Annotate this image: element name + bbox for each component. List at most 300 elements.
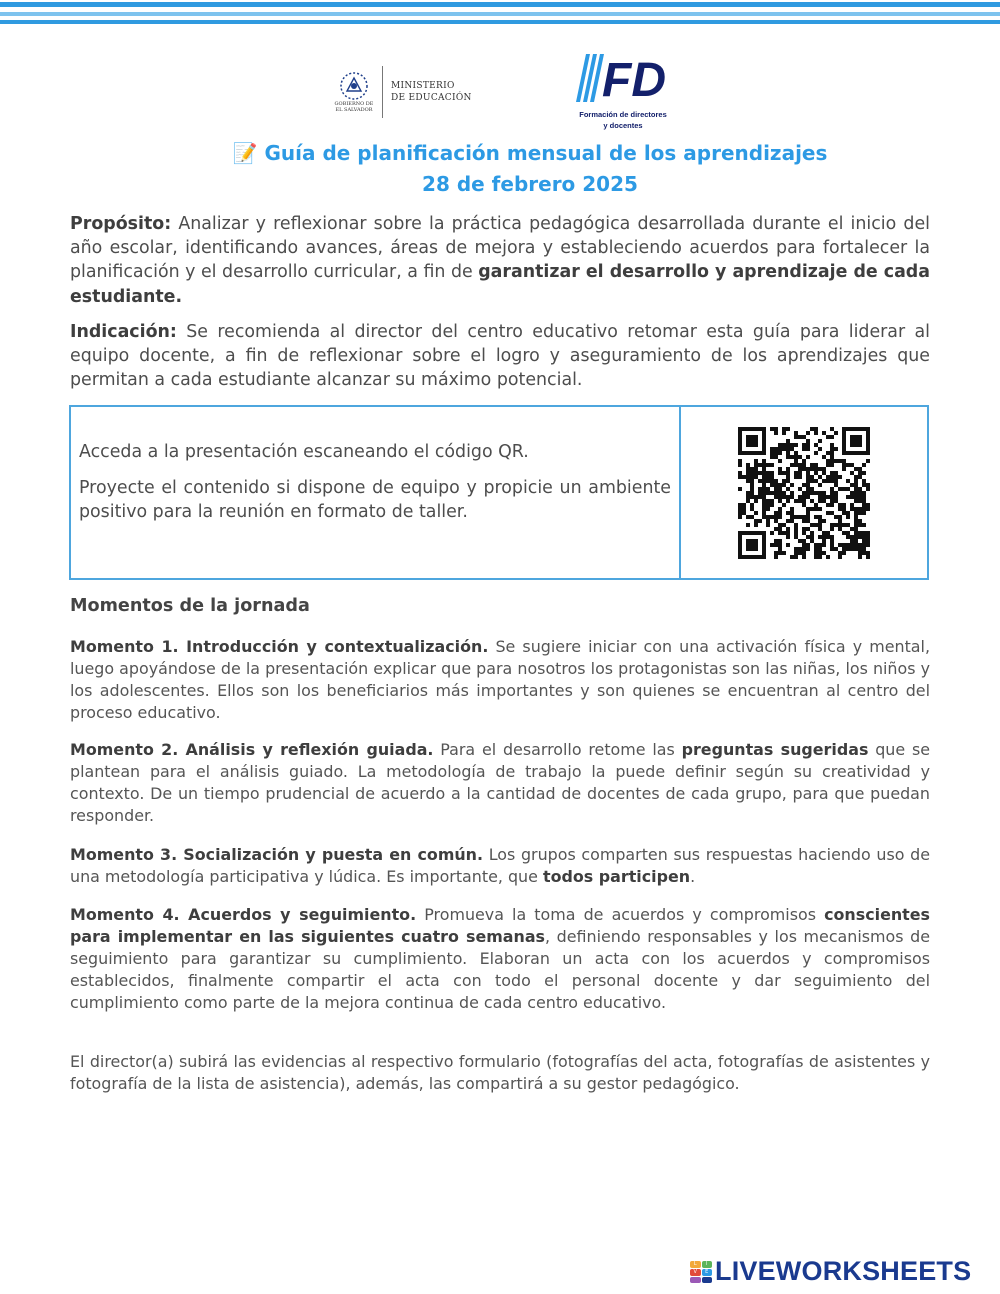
qr-module (822, 455, 826, 459)
qr-module (798, 551, 802, 555)
qr-module (802, 499, 806, 503)
qr-module (782, 427, 786, 431)
qr-module (806, 515, 810, 519)
qr-module (782, 531, 786, 535)
qr-module (834, 431, 838, 435)
qr-module (778, 471, 782, 475)
qr-module (774, 483, 778, 487)
qr-module (770, 475, 774, 479)
qr-module (842, 523, 846, 527)
qr-module (746, 491, 750, 495)
qr-module (790, 555, 794, 559)
qr-module (862, 507, 866, 511)
qr-module (786, 447, 790, 451)
qr-module (854, 507, 858, 511)
moment-2-bold: preguntas sugeridas (681, 740, 869, 759)
qr-module (818, 515, 822, 519)
qr-module (782, 443, 786, 447)
qr-module (858, 471, 862, 475)
moment-1 (70, 636, 930, 724)
qr-module (766, 515, 770, 519)
qr-module (758, 463, 762, 467)
qr-module (846, 515, 850, 519)
qr-module (806, 519, 810, 523)
qr-module (830, 495, 834, 499)
fd-logo (568, 52, 678, 130)
moment-2-text: que se plantean para el análisis guiado. La metodología de trabajo la puede definir según su creatividad y contexto. De un tiempo prudencial de acuerdo a la cantidad de docentes de cada grupo, para que puedan responder. (70, 740, 931, 825)
qr-module (858, 487, 862, 491)
qr-module (806, 543, 810, 547)
seal-label: EL SALVADOR (335, 107, 373, 113)
qr-module (766, 479, 770, 483)
qr-module (786, 439, 790, 443)
qr-module (854, 515, 858, 519)
qr-code[interactable] (738, 427, 870, 559)
qr-module (862, 471, 866, 475)
qr-module (850, 543, 854, 547)
qr-module (850, 495, 854, 499)
qr-module (842, 503, 846, 507)
qr-instructions (71, 407, 681, 578)
qr-module (770, 483, 774, 487)
qr-module (846, 463, 850, 467)
qr-module (806, 535, 810, 539)
qr-module (786, 531, 790, 535)
qr-module (758, 487, 762, 491)
divider (382, 66, 383, 118)
qr-module (798, 467, 802, 471)
qr-module (814, 431, 818, 435)
qr-module (854, 499, 858, 503)
qr-module (758, 519, 762, 523)
qr-module (774, 451, 778, 455)
qr-module (738, 503, 742, 507)
qr-module (790, 455, 794, 459)
qr-module (766, 471, 770, 475)
qr-module (842, 467, 846, 471)
qr-module (858, 495, 862, 499)
qr-module (790, 507, 794, 511)
qr-module (818, 439, 822, 443)
qr-module (830, 487, 834, 491)
qr-module (790, 519, 794, 523)
qr-module (786, 519, 790, 523)
qr-module (802, 539, 806, 543)
qr-module (790, 515, 794, 519)
qr-module (806, 547, 810, 551)
qr-module (818, 447, 822, 451)
qr-module (738, 475, 742, 479)
qr-module (794, 547, 798, 551)
purpose-bold: garantizar el desarrollo y aprendizaje de cada estudiante. (70, 262, 930, 307)
qr-module (778, 531, 782, 535)
qr-module (834, 499, 838, 503)
qr-module (786, 443, 790, 447)
qr-module (862, 491, 866, 495)
moment-3-text: . (690, 867, 696, 886)
qr-module (814, 471, 818, 475)
qr-module (854, 539, 858, 543)
qr-module (746, 435, 758, 447)
qr-module (846, 479, 850, 483)
qr-module (814, 491, 818, 495)
section-heading: Momentos de la jornada (70, 596, 310, 616)
qr-module (810, 507, 814, 511)
qr-module (806, 467, 810, 471)
qr-module (822, 471, 826, 475)
qr-module (806, 527, 810, 531)
qr-module (822, 479, 826, 483)
qr-module (786, 479, 790, 483)
qr-module (862, 511, 866, 515)
qr-module (762, 507, 766, 511)
qr-module (778, 487, 782, 491)
qr-module (818, 507, 822, 511)
qr-module (822, 543, 826, 547)
qr-module (834, 515, 838, 519)
moment-2-label: Momento 2. Análisis y reflexión guiada. (70, 740, 434, 759)
qr-module (826, 475, 830, 479)
qr-module (858, 519, 862, 523)
qr-module (794, 523, 798, 527)
qr-module (786, 471, 790, 475)
memo-icon: 📝 (232, 141, 258, 165)
moment-4 (70, 904, 930, 1014)
qr-module (750, 479, 754, 483)
qr-module (822, 499, 826, 503)
qr-module (774, 427, 778, 431)
qr-module (770, 499, 774, 503)
qr-module (830, 451, 834, 455)
lw-tile: V (690, 1269, 701, 1276)
qr-module (834, 459, 838, 463)
qr-module (746, 499, 750, 503)
qr-module (850, 491, 854, 495)
qr-module (858, 531, 862, 535)
qr-module (782, 471, 786, 475)
qr-module (746, 467, 750, 471)
qr-module (862, 483, 866, 487)
qr-module (802, 519, 806, 523)
qr-module (798, 499, 802, 503)
qr-module (774, 511, 778, 515)
qr-module (866, 539, 870, 543)
qr-module (794, 555, 798, 559)
qr-module (778, 527, 782, 531)
qr-module (810, 467, 814, 471)
qr-module (858, 551, 862, 555)
qr-module (770, 447, 774, 451)
qr-module (750, 467, 754, 471)
qr-module (846, 547, 850, 551)
ministry-logo (330, 66, 472, 118)
qr-module (738, 471, 742, 475)
qr-module (778, 467, 782, 471)
qr-module (806, 443, 810, 447)
qr-module (814, 555, 818, 559)
qr-module (830, 547, 834, 551)
title-date: 28 de febrero 2025 (422, 172, 638, 196)
qr-module (862, 499, 866, 503)
qr-module (862, 531, 866, 535)
lw-tile (702, 1277, 713, 1283)
qr-module (802, 543, 806, 547)
qr-module (814, 467, 818, 471)
qr-module (762, 515, 766, 519)
indication-paragraph (70, 320, 930, 393)
qr-module (822, 551, 826, 555)
qr-module (794, 455, 798, 459)
qr-module (746, 475, 750, 479)
qr-module (742, 503, 746, 507)
qr-module (802, 503, 806, 507)
qr-module (762, 475, 766, 479)
qr-module (818, 499, 822, 503)
qr-module (826, 511, 830, 515)
qr-module (854, 523, 858, 527)
qr-module (818, 547, 822, 551)
qr-module (770, 543, 774, 547)
qr-module (774, 551, 778, 555)
qr-module (754, 471, 758, 475)
qr-module (826, 531, 830, 535)
qr-module (778, 459, 782, 463)
qr-module (818, 543, 822, 547)
qr-module (814, 551, 818, 555)
liveworksheets-wordmark: LIVEWORKSHEETS (715, 1256, 972, 1286)
qr-module (750, 475, 754, 479)
qr-module (802, 495, 806, 499)
qr-module (754, 467, 758, 471)
qr-module (754, 519, 758, 523)
qr-module (794, 531, 798, 535)
qr-module (866, 531, 870, 535)
qr-module (762, 503, 766, 507)
qr-module (826, 463, 830, 467)
qr-module (858, 511, 862, 515)
qr-module (838, 551, 842, 555)
qr-module (810, 463, 814, 467)
qr-module (766, 523, 770, 527)
qr-module (854, 487, 858, 491)
qr-module (842, 531, 846, 535)
qr-module (794, 451, 798, 455)
qr-module (834, 547, 838, 551)
qr-module (750, 507, 754, 511)
qr-module (806, 447, 810, 451)
qr-module (774, 555, 778, 559)
moment-3-text: Los grupos comparten sus respuestas haciendo uso de una metodología participativa y lúdica. Es importante, que (70, 845, 930, 886)
seal-label: GOBIERNO DE (334, 101, 374, 107)
qr-module (746, 479, 750, 483)
lw-tile: L (690, 1261, 701, 1268)
qr-module (858, 523, 862, 527)
qr-module (838, 475, 842, 479)
qr-module (858, 535, 862, 539)
qr-module (802, 515, 806, 519)
qr-module (818, 555, 822, 559)
qr-module (774, 539, 778, 543)
qr-module (782, 483, 786, 487)
qr-module (762, 487, 766, 491)
qr-module (750, 483, 754, 487)
qr-module (826, 495, 830, 499)
qr-module (786, 451, 790, 455)
qr-module (858, 499, 862, 503)
qr-module (770, 451, 774, 455)
qr-module (766, 463, 770, 467)
qr-module (770, 515, 774, 519)
qr-module (866, 551, 870, 555)
qr-module (818, 495, 822, 499)
qr-module (862, 479, 866, 483)
qr-module (814, 463, 818, 467)
qr-module (778, 511, 782, 515)
qr-module (766, 507, 770, 511)
qr-module (834, 495, 838, 499)
lw-tile: E (702, 1269, 713, 1276)
qr-module (786, 527, 790, 531)
qr-module (798, 495, 802, 499)
qr-module (822, 535, 826, 539)
qr-module (846, 487, 850, 491)
ministry-line: MINISTERIO (391, 81, 455, 91)
qr-module (778, 451, 782, 455)
qr-module (802, 435, 806, 439)
qr-module (866, 535, 870, 539)
qr-module (798, 487, 802, 491)
qr-module (758, 495, 762, 499)
qr-module (802, 443, 806, 447)
qr-module (806, 495, 810, 499)
qr-module (750, 491, 754, 495)
top-stripe (0, 20, 1000, 24)
qr-module (786, 427, 790, 431)
qr-module (814, 523, 818, 527)
qr-module (746, 515, 750, 519)
fd-letters: FD (602, 54, 666, 104)
qr-module (794, 515, 798, 519)
qr-module (830, 503, 834, 507)
qr-module (770, 471, 774, 475)
qr-module (782, 503, 786, 507)
qr-module (846, 543, 850, 547)
qr-module (830, 523, 834, 527)
qr-module (838, 555, 842, 559)
liveworksheets-brand[interactable] (690, 1256, 971, 1287)
qr-module (766, 499, 770, 503)
qr-module (738, 515, 742, 519)
qr-module (838, 503, 842, 507)
qr-module (766, 491, 770, 495)
qr-module (746, 523, 750, 527)
qr-module (794, 475, 798, 479)
qr-module (766, 487, 770, 491)
moment-1-text: Se sugiere iniciar con una activación física y mental, luego apoyándose de la presentación explicar que para nosotros los protagonistas son las niñas, los niños y los adolescentes. Ellos son los beneficiarios más importantes y son quienes se encuentran al centro del proceso educativo. (70, 637, 930, 722)
qr-module (834, 491, 838, 495)
qr-module (778, 547, 782, 551)
qr-module (766, 519, 770, 523)
qr-module (778, 491, 782, 495)
qr-module (818, 483, 822, 487)
qr-module (826, 479, 830, 483)
qr-module (854, 495, 858, 499)
qr-module (806, 455, 810, 459)
qr-module (786, 487, 790, 491)
qr-module (774, 447, 778, 451)
qr-module (830, 463, 834, 467)
moment-4-text: , definiendo responsables y los mecanismos de seguimiento para garantizar su cumplimiento. Elaboran un acta con los acuerdos y compromisos establecidos, finalmente compartir el acta con todo el personal docente y dar seguimiento del cumplimiento como parte de la mejora continua de cada centro educativo. (70, 927, 930, 1012)
qr-module (826, 435, 830, 439)
qr-module (842, 511, 846, 515)
qr-module (818, 491, 822, 495)
qr-module (842, 543, 846, 547)
qr-module (850, 463, 854, 467)
qr-module (782, 479, 786, 483)
qr-module (770, 531, 774, 535)
qr-module (742, 507, 746, 511)
qr-module (762, 511, 766, 515)
qr-module (810, 487, 814, 491)
qr-module (858, 555, 862, 559)
qr-module (826, 459, 830, 463)
qr-module (762, 479, 766, 483)
qr-module (802, 447, 806, 451)
header-logos (330, 52, 680, 132)
qr-module (738, 487, 742, 491)
qr-module (774, 431, 778, 435)
qr-module (746, 539, 758, 551)
qr-module (794, 431, 798, 435)
ministry-name (391, 80, 472, 104)
qr-module (814, 427, 818, 431)
qr-module (774, 495, 778, 499)
purpose-label: Propósito: (70, 214, 172, 234)
qr-module (830, 455, 834, 459)
qr-module (818, 475, 822, 479)
qr-module (866, 555, 870, 559)
moment-2-text: Para el desarrollo retome las (433, 740, 682, 759)
qr-module (754, 523, 758, 527)
fd-logo-icon (568, 52, 678, 104)
qr-module (814, 547, 818, 551)
qr-module (806, 487, 810, 491)
qr-module (774, 487, 778, 491)
qr-module (786, 511, 790, 515)
qr-module (758, 479, 762, 483)
qr-module (746, 495, 750, 499)
qr-module (754, 511, 758, 515)
liveworksheets-icon (690, 1261, 712, 1283)
qr-module (802, 547, 806, 551)
qr-module (798, 435, 802, 439)
qr-module (794, 471, 798, 475)
qr-module (830, 535, 834, 539)
qr-module (858, 507, 862, 511)
qr-module (798, 463, 802, 467)
qr-module (750, 503, 754, 507)
qr-module (774, 543, 778, 547)
qr-module (830, 427, 834, 431)
qr-module (854, 535, 858, 539)
qr-module (786, 543, 790, 547)
qr-module (754, 499, 758, 503)
qr-module (738, 507, 742, 511)
qr-module (810, 491, 814, 495)
qr-module (834, 479, 838, 483)
qr-module (790, 443, 794, 447)
qr-module (810, 479, 814, 483)
